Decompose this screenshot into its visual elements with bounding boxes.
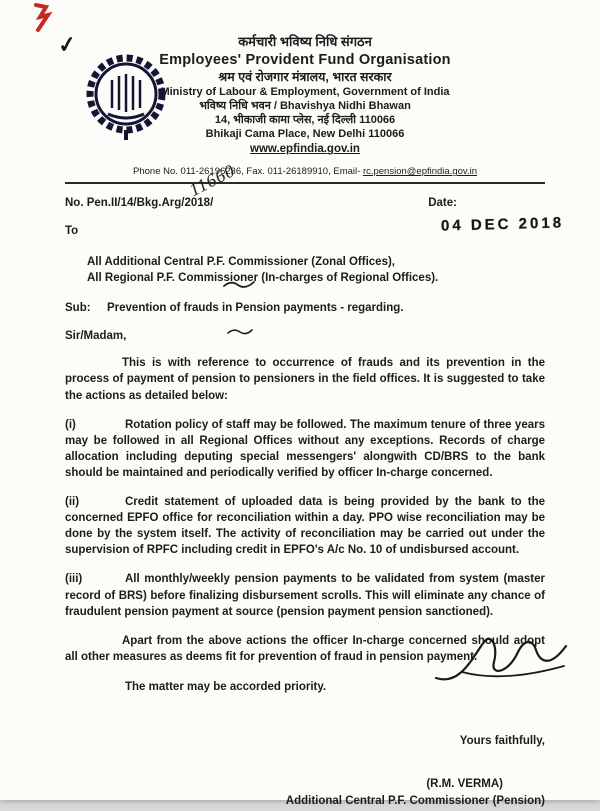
address-hindi: 14, भीकाजी कामा प्लेस, नई दिल्ली 110066 (214, 114, 396, 127)
contact-line (65, 166, 545, 178)
intro-paragraph: This is with reference to occurrence of frauds and its prevention in the process of payment of pension to pensioners in the field offices. It is suggested to take the actions as detailed below: (65, 357, 545, 402)
date-label: Date: (428, 197, 457, 210)
epfo-logo (86, 52, 166, 144)
signatory-designation: Additional Central P.F. Commissioner (Pension) (285, 795, 545, 808)
ministry-hindi: श्रम एवं रोजगार मंत्रालय, भारत सरकार (218, 70, 392, 85)
subject-label: Sub: (65, 302, 91, 315)
salutation: Sir/Madam, (65, 330, 127, 343)
recipient-line: All Additional Central P.F. Commissioner (Zonal Offices), (87, 256, 395, 269)
closing-paragraph: Apart from the above actions the officer In-charge concerned should adopt all other measures as deems fit for prevention of fraud in pension payment. (65, 634, 545, 663)
red-corner-pen-mark (32, 3, 56, 33)
building-name: भविष्य निधि भवन / Bhavishya Nidhi Bhawan (199, 100, 411, 113)
signatory-name: (R.M. VERMA) (426, 778, 503, 791)
point-i-label: (i) (65, 418, 76, 431)
recipient-block (87, 255, 545, 286)
point-iii-label: (iii) (65, 573, 83, 586)
point-ii (65, 494, 545, 558)
pen-scribble-1 (222, 278, 256, 290)
address-english: Bhikaji Cama Place, New Delhi 110066 (205, 128, 405, 141)
handwritten-dispatch-number: 11660 (185, 160, 239, 201)
contact-text: Phone No. 011-26196236, Fax. 011-26189910, Email- (133, 166, 363, 178)
org-name-hindi: कर्मचारी भविष्य निधि संगठन (238, 34, 372, 49)
reference-row (65, 197, 545, 209)
point-iii-text: All monthly/weekly pension payments to be validated from system (master record of BRS) before finalizing disbursement scrolls. This will eliminate any chance of fraudulent pension payment at source (pension payment pension sanctioned). (65, 573, 545, 618)
ministry-english: Ministry of Labour & Employment, Government of India (160, 86, 450, 99)
header-divider (65, 182, 545, 184)
to-label: To (65, 225, 79, 238)
point-iii (65, 571, 545, 619)
email-link: rc.pension@epfindia.gov.in (362, 166, 477, 178)
subject-row (65, 302, 545, 314)
signature-block (65, 733, 545, 811)
recipient-line: All Regional P.F. Commissioner (In-charges of Regional Offices). (87, 271, 439, 284)
point-i (65, 417, 545, 481)
point-ii-label: (ii) (65, 496, 80, 509)
pen-scribble-2 (226, 326, 254, 336)
point-ii-text: Credit statement of uploaded data is being provided by the bank to the concerned EPFO office for reconciliation within a day. PPO wise reconciliation may be done by the system itself. The activity of reconciliation may be carried out under the supervision of RPFC including credit in EPFO's A/c No. 10 of undisbursed account. (65, 496, 545, 557)
checkmark-pen-mark: ✓ (56, 30, 79, 59)
date-stamp: 04 DEC 2018 (440, 214, 565, 235)
reference-number: No. Pen.II/14/Bkg.Arg/2018/ (65, 197, 214, 210)
subject-text: Prevention of frauds in Pension payments - regarding. (107, 302, 404, 315)
valediction: Yours faithfully, (459, 734, 545, 747)
website-link: www.epfindia.gov.in (250, 143, 360, 156)
signature-scribble (432, 628, 572, 690)
org-name-english: Employees' Provident Fund Organisation (159, 51, 451, 68)
priority-line: The matter may be accorded priority. (125, 680, 327, 693)
point-i-text: Rotation policy of staff may be followed. The maximum tenure of three years may be followed in all Regional Offices without any exceptions. Records of charge allocation including deputing special messengers' alongwith CD/BRS to the bank should be maintained and periodically verified by officer In-charge concerned. (65, 418, 545, 479)
